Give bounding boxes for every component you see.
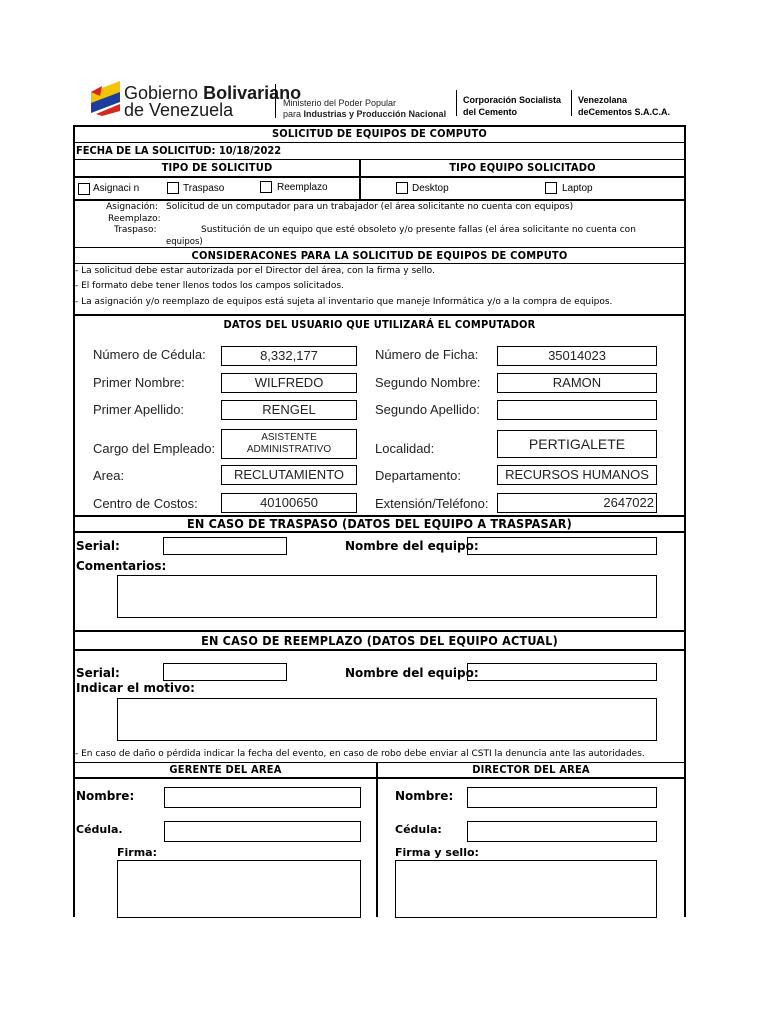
- cargo-line2: ADMINISTRATIVO: [246, 444, 332, 455]
- venezuela-flag-logo-icon: [88, 78, 124, 116]
- traspaso-header: EN CASO DE TRASPASO (DATOS DEL EQUIPO A TRASPASAR): [187, 516, 572, 531]
- def-traspaso-text: Sustitución de un equipo que esté obsoleto y/o presente fallas (el área solicitante no cuenta con: [201, 225, 636, 235]
- departamento-field[interactable]: RECURSOS HUMANOS: [497, 465, 657, 485]
- logo1-title-bold: Bolivariano: [203, 83, 302, 103]
- ficha-label: Número de Ficha:: [375, 347, 479, 362]
- reemplazo-checkbox[interactable]: [260, 181, 272, 193]
- departamento-label: Departamento:: [375, 468, 461, 483]
- cargo-field[interactable]: [221, 429, 357, 459]
- localidad-field[interactable]: PERTIGALETE: [497, 430, 657, 458]
- form-right-border: [684, 125, 686, 917]
- consideration-item: - La solicitud debe estar autorizada por el Director del área, con la firma y sello.: [75, 266, 435, 276]
- reemplazo-nombre-equipo-input[interactable]: [467, 663, 657, 681]
- grid-line: [73, 263, 686, 264]
- def-traspaso-text2: equipos): [166, 237, 203, 247]
- gerente-cedula-label: Cédula.: [76, 823, 123, 836]
- vzla-line2: deCementos S.A.C.A.: [578, 107, 671, 117]
- director-header: DIRECTOR DEL AREA: [472, 763, 590, 776]
- asignacion-checkbox[interactable]: [78, 183, 90, 195]
- grid-line: [73, 199, 686, 201]
- traspaso-nombre-equipo-input[interactable]: [467, 537, 657, 555]
- def-reemplazo-label: Reemplazo:: [108, 214, 161, 224]
- grid-line: [73, 630, 686, 632]
- extension-field[interactable]: 2647022: [497, 493, 657, 513]
- reemplazo-serial-input[interactable]: [163, 663, 287, 681]
- cedula-field[interactable]: 8,332,177: [221, 346, 357, 366]
- traspaso-nombre-equipo-label: Nombre del equipo:: [345, 539, 479, 553]
- gerente-header: GERENTE DEL AREA: [169, 763, 282, 776]
- primer-apellido-label: Primer Apellido:: [93, 402, 185, 417]
- form-title: SOLICITUD DE EQUIPOS DE COMPUTO: [271, 127, 488, 140]
- user-data-header: DATOS DEL USUARIO QUE UTILIZARÁ EL COMPUTADOR: [223, 318, 536, 331]
- segundo-apellido-label: Segundo Apellido:: [375, 402, 480, 417]
- reemplazo-header: EN CASO DE REEMPLAZO (DATOS DEL EQUIPO ACTUAL): [201, 633, 558, 648]
- letterhead-divider: [571, 90, 572, 116]
- corp-line2: del Cemento: [463, 107, 518, 117]
- traspaso-checkbox[interactable]: [167, 182, 179, 194]
- ministry-line2-bold: Industrias y Producción Nacional: [303, 109, 447, 119]
- centro-costos-field[interactable]: 40100650: [221, 493, 357, 513]
- cedula-label: Número de Cédula:: [93, 347, 206, 362]
- gerente-firma-box[interactable]: [117, 860, 361, 918]
- request-date: FECHA DE LA SOLICITUD: 10/18/2022: [76, 144, 282, 157]
- reemplazo-nombre-equipo-label: Nombre del equipo:: [345, 666, 479, 680]
- director-firma-label: Firma y sello:: [395, 846, 479, 859]
- desktop-label: Desktop: [412, 183, 449, 194]
- grid-line: [73, 247, 686, 248]
- tipo-solicitud-header: TIPO DE SOLICITUD: [161, 161, 273, 174]
- letterhead-divider: [275, 84, 276, 118]
- grid-line: [73, 649, 686, 651]
- ministry-line1: Ministerio del Poder Popular: [283, 98, 397, 108]
- gerente-nombre-label: Nombre:: [76, 789, 135, 803]
- tipo-equipo-header: TIPO EQUIPO SOLICITADO: [449, 161, 596, 174]
- corp-line1: Corporación Socialista: [463, 95, 562, 105]
- desktop-checkbox[interactable]: [396, 182, 408, 194]
- laptop-checkbox[interactable]: [545, 182, 557, 194]
- ficha-field[interactable]: 35014023: [497, 346, 657, 366]
- vzla-line1: Venezolana: [578, 95, 628, 105]
- motivo-label: Indicar el motivo:: [76, 681, 195, 695]
- cargo-line1: ASISTENTE: [261, 432, 317, 443]
- gerente-firma-label: Firma:: [117, 846, 157, 859]
- traspaso-serial-label: Serial:: [76, 539, 120, 553]
- primer-apellido-field[interactable]: RENGEL: [221, 400, 357, 420]
- extension-label: Extensión/Teléfono:: [375, 496, 489, 511]
- ministry-line2: [283, 109, 446, 119]
- area-field[interactable]: RECLUTAMIENTO: [221, 465, 357, 485]
- director-nombre-label: Nombre:: [395, 789, 454, 803]
- grid-line: [73, 176, 686, 178]
- director-nombre-input[interactable]: [467, 787, 657, 808]
- grid-line: [73, 314, 686, 316]
- grid-line: [376, 762, 378, 917]
- def-traspaso-label: Traspaso:: [114, 225, 157, 235]
- primer-nombre-label: Primer Nombre:: [93, 375, 185, 390]
- director-firma-box[interactable]: [395, 860, 657, 918]
- grid-line: [73, 777, 686, 779]
- gerente-cedula-input[interactable]: [164, 821, 361, 842]
- centro-costos-label: Centro de Costos:: [93, 496, 198, 511]
- director-cedula-label: Cédula:: [395, 823, 442, 836]
- reemplazo-label: Reemplazo: [277, 182, 328, 193]
- grid-line: [73, 159, 686, 160]
- def-asignacion-text: Solicitud de un computador para un trabajador (el área solicitante no cuenta con equipos): [166, 202, 574, 212]
- gerente-nombre-input[interactable]: [164, 787, 361, 808]
- reemplazo-serial-label: Serial:: [76, 666, 120, 680]
- letterhead-divider: [456, 90, 457, 116]
- def-asignacion-label: Asignación:: [106, 202, 158, 212]
- traspaso-label: Traspaso: [183, 183, 225, 194]
- considerations-header: CONSIDERACONES PARA LA SOLICITUD DE EQUIPOS DE COMPUTO: [191, 249, 568, 262]
- cargo-label: Cargo del Empleado:: [93, 441, 216, 456]
- motivo-textarea[interactable]: [117, 698, 657, 741]
- grid-line: [73, 142, 686, 143]
- director-cedula-input[interactable]: [467, 821, 657, 842]
- traspaso-serial-input[interactable]: [163, 537, 287, 555]
- segundo-apellido-field[interactable]: [497, 400, 657, 420]
- reemplazo-note: - En caso de daño o pérdida indicar la fecha del evento, en caso de robo debe enviar al CSTI la denuncia ante las autoridades.: [75, 749, 645, 759]
- localidad-label: Localidad:: [375, 441, 435, 456]
- asignacion-label: Asignaci n: [93, 183, 140, 194]
- comentarios-textarea[interactable]: [117, 575, 657, 618]
- consideration-item: - El formato debe tener llenos todos los campos solicitados.: [75, 281, 344, 291]
- segundo-nombre-label: Segundo Nombre:: [375, 375, 481, 390]
- comentarios-label: Comentarios:: [76, 559, 167, 573]
- logo1-title-regular: Gobierno: [124, 83, 199, 103]
- ministry-line2-prefix: para: [283, 109, 302, 119]
- consideration-item: - La asignación y/o reemplazo de equipos está sujeta al inventario que maneje Informática y/o a la compra de equipos.: [75, 297, 613, 307]
- logo1-subtitle: de Venezuela: [124, 100, 234, 120]
- primer-nombre-field[interactable]: WILFREDO: [221, 373, 357, 393]
- laptop-label: Laptop: [562, 183, 593, 194]
- area-label: Area:: [93, 468, 125, 483]
- grid-line: [73, 531, 686, 533]
- segundo-nombre-field[interactable]: RAMON: [497, 373, 657, 393]
